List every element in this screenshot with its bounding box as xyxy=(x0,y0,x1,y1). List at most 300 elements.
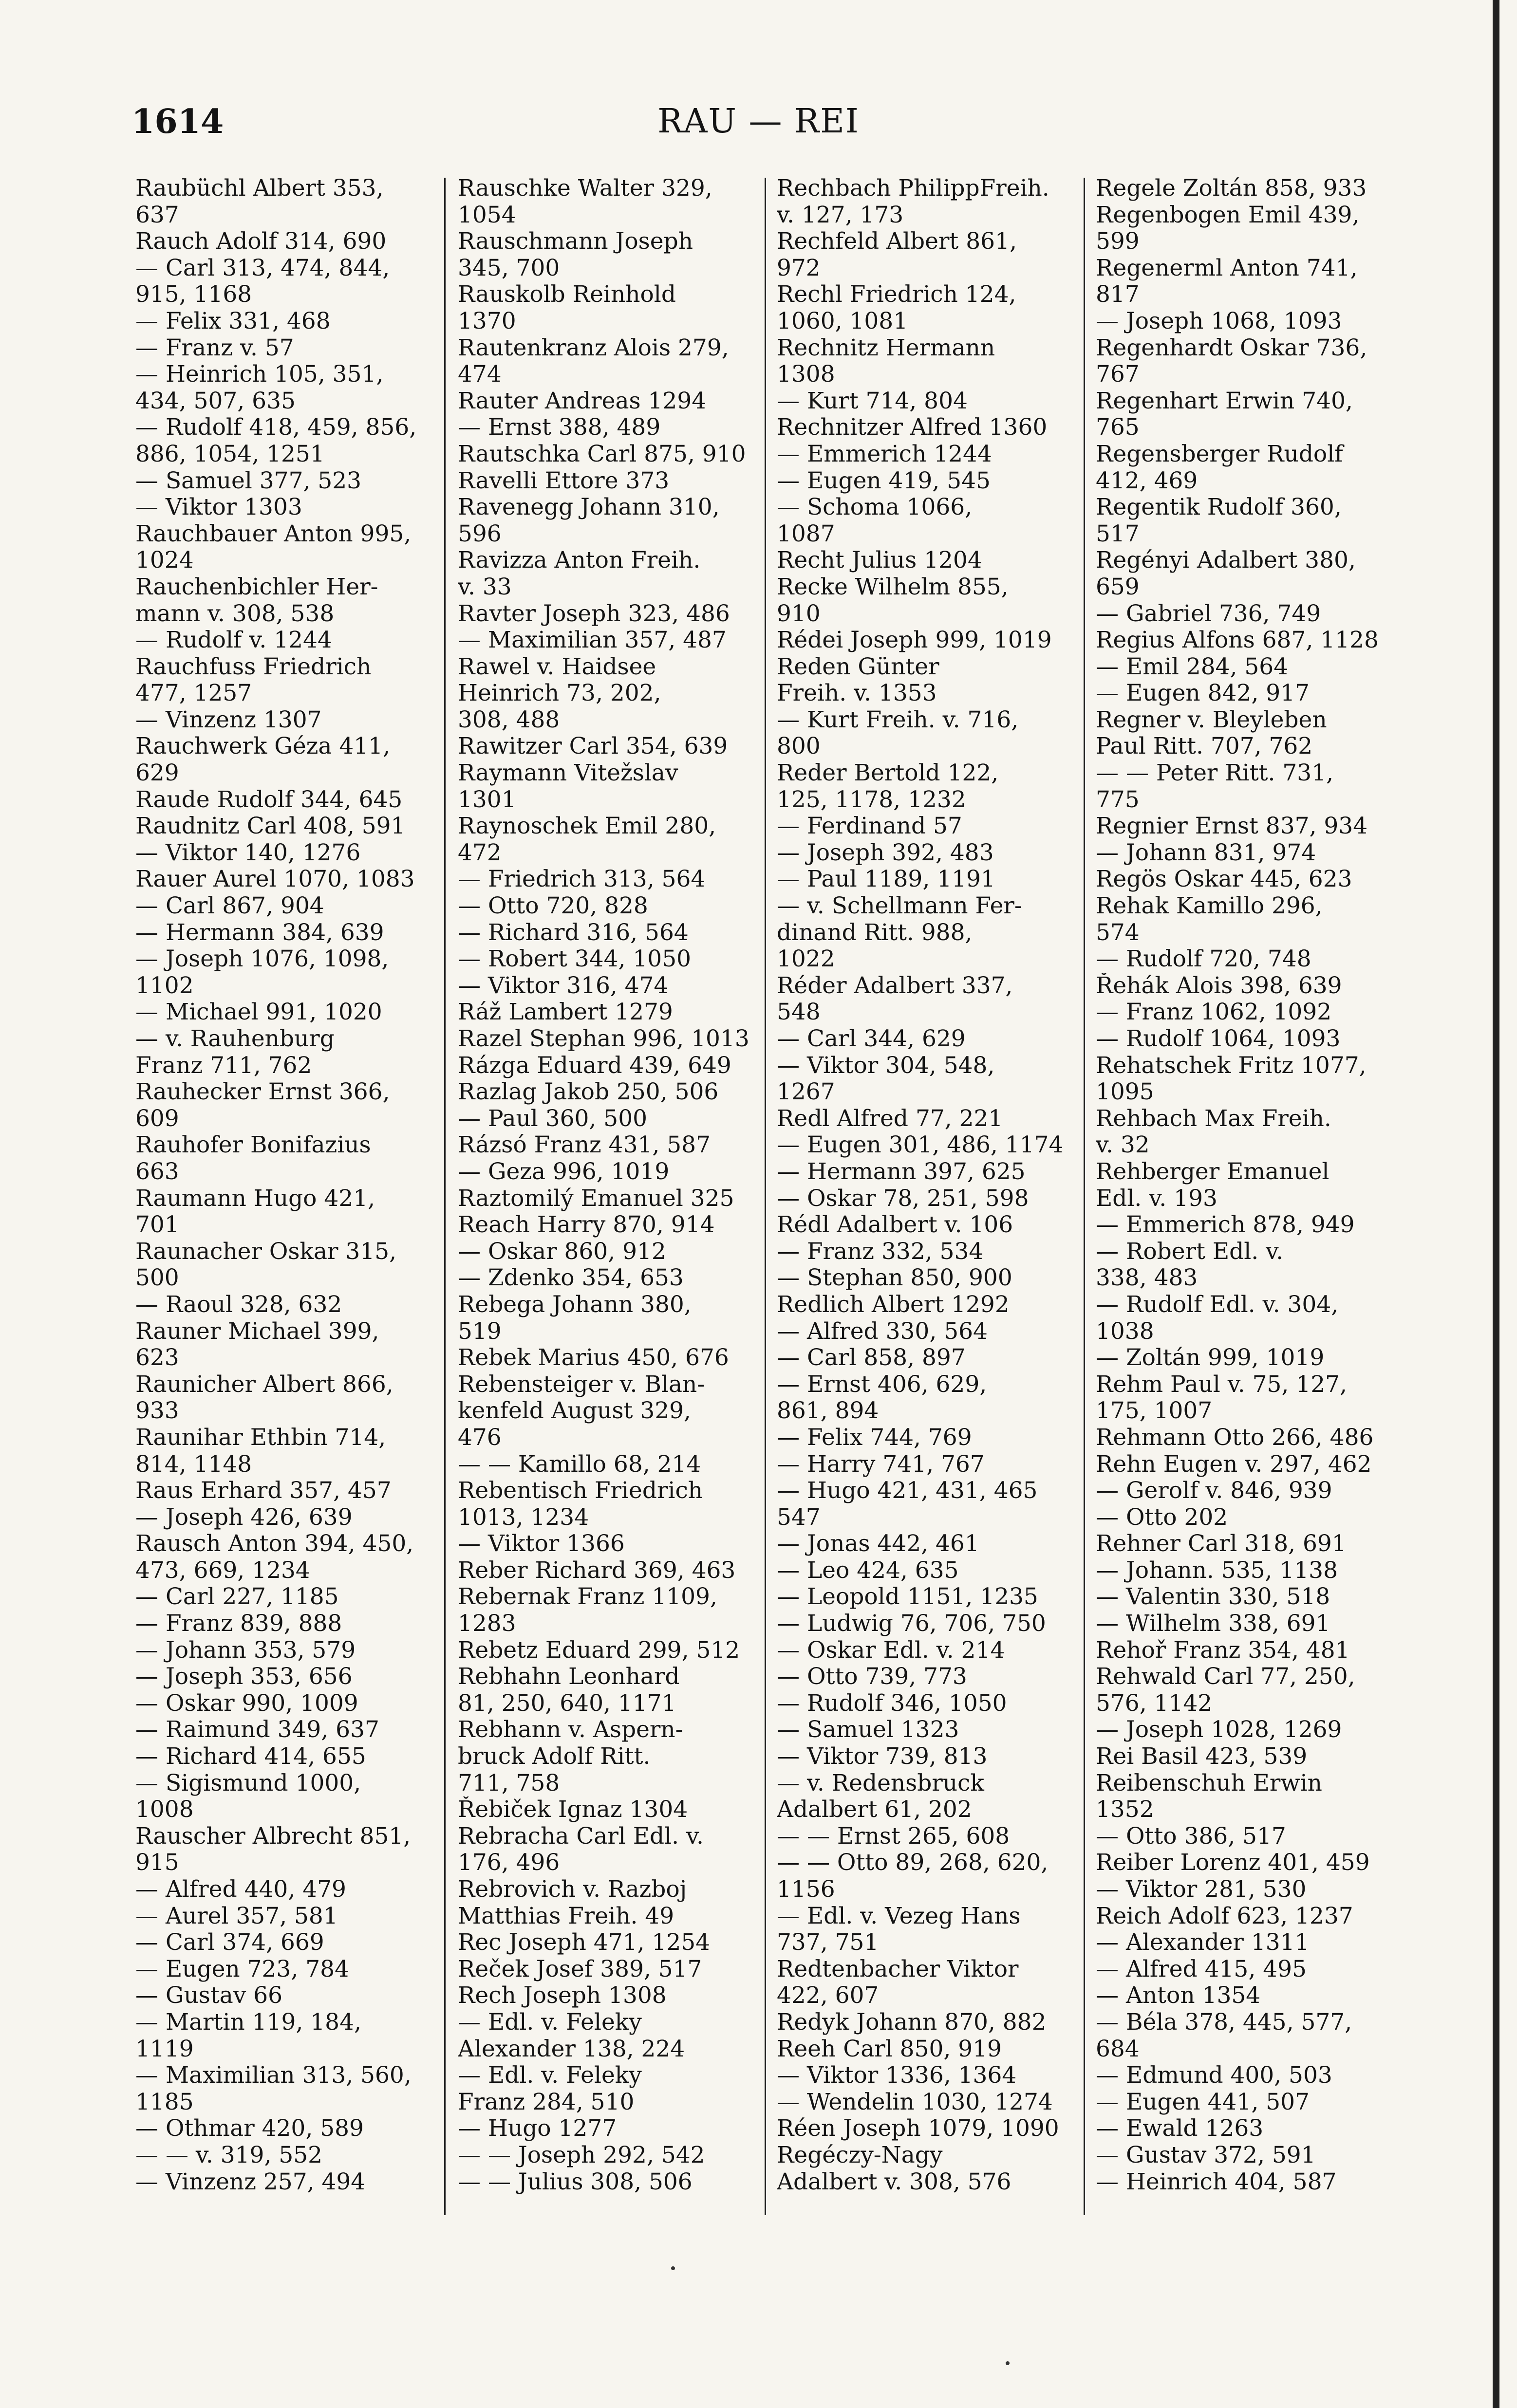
entry-line: — Kurt 714, 804 xyxy=(777,388,968,414)
entry-line: 684 xyxy=(1096,2036,1140,2062)
entry-line: — Paul 360, 500 xyxy=(458,1105,648,1132)
entry-line: Regentik Rudolf 360, xyxy=(1096,494,1342,521)
entry-line: Regényi Adalbert 380, xyxy=(1096,547,1356,574)
entry-line: — Eugen 419, 545 xyxy=(777,467,991,494)
entry-line: 1352 xyxy=(1096,1797,1154,1823)
entry-line: — Edl. v. Feleky xyxy=(458,2009,642,2036)
entry-line: — Hermann 384, 639 xyxy=(135,919,384,946)
entry-line: — Carl 867, 904 xyxy=(135,893,324,920)
entry-line: 547 xyxy=(777,1504,821,1531)
entry-line: — Schoma 1066, xyxy=(777,494,973,521)
entry-line: — Joseph 426, 639 xyxy=(135,1504,353,1531)
entry-line: Rech Joseph 1308 xyxy=(458,1982,667,2009)
entry-line: Reder Bertold 122, xyxy=(777,760,999,787)
entry-line: — Emmerich 878, 949 xyxy=(1096,1212,1355,1239)
entry-line: Rehner Carl 318, 691 xyxy=(1096,1531,1347,1557)
entry-line: 1087 xyxy=(777,520,835,547)
entry-line: Adalbert 61, 202 xyxy=(777,1797,972,1823)
entry-line: 125, 1178, 1232 xyxy=(777,786,966,813)
entry-line: 765 xyxy=(1096,414,1140,441)
entry-line: Rechfeld Albert 861, xyxy=(777,228,1017,255)
entry-line: — Joseph 1068, 1093 xyxy=(1096,308,1342,334)
entry-line: Regius Alfons 687, 1128 xyxy=(1096,627,1379,654)
entry-line: — Edl. v. Vezeg Hans xyxy=(777,1903,1021,1929)
entry-line: 910 xyxy=(777,600,821,627)
entry-line: Rebhahn Leonhard xyxy=(458,1664,680,1690)
entry-line: 814, 1148 xyxy=(135,1451,252,1478)
entry-line: — Viktor 1303 xyxy=(135,494,302,521)
entry-line: Rehatschek Fritz 1077, xyxy=(1096,1052,1367,1079)
entry-line: Rei Basil 423, 539 xyxy=(1096,1743,1308,1770)
entry-line: — Valentin 330, 518 xyxy=(1096,1584,1330,1611)
entry-line: — Franz 1062, 1092 xyxy=(1096,999,1332,1026)
entry-line: — Jonas 442, 461 xyxy=(777,1531,979,1557)
entry-line: — Joseph 1028, 1269 xyxy=(1096,1717,1342,1743)
print-speck xyxy=(1006,2361,1010,2365)
entry-line: 599 xyxy=(1096,228,1140,255)
page-edge-shadow xyxy=(1493,0,1499,2408)
entry-line: — Otto 386, 517 xyxy=(1096,1823,1286,1850)
entry-line: Reach Harry 870, 914 xyxy=(458,1212,715,1239)
entry-line: Ravizza Anton Freih. xyxy=(458,547,701,574)
entry-line: — Raoul 328, 632 xyxy=(135,1291,342,1318)
entry-line: 886, 1054, 1251 xyxy=(135,441,325,467)
entry-line: 1283 xyxy=(458,1611,516,1637)
entry-line: 412, 469 xyxy=(1096,467,1198,494)
entry-line: 1060, 1081 xyxy=(777,308,908,334)
entry-line: — v. Rauhenburg xyxy=(135,1026,335,1052)
entry-line: — Wilhelm 338, 691 xyxy=(1096,1611,1330,1637)
entry-line: Rehbach Max Freih. xyxy=(1096,1105,1331,1132)
entry-line: — Ewald 1263 xyxy=(1096,2115,1264,2142)
entry-line: — Carl 858, 897 xyxy=(777,1345,966,1371)
entry-line: 775 xyxy=(1096,786,1140,813)
entry-line: 422, 607 xyxy=(777,1982,879,2009)
entry-line: — Otto 720, 828 xyxy=(458,893,648,920)
entry-line: Edl. v. 193 xyxy=(1096,1185,1217,1212)
entry-line: — Zoltán 999, 1019 xyxy=(1096,1345,1325,1371)
entry-line: v. 32 xyxy=(1096,1132,1150,1159)
entry-line: — Samuel 1323 xyxy=(777,1717,959,1743)
entry-line: Rebetz Eduard 299, 512 xyxy=(458,1637,740,1664)
entry-line: — Martin 119, 184, xyxy=(135,2009,361,2036)
entry-line: — Felix 331, 468 xyxy=(135,308,331,334)
entry-line: — Edl. v. Feleky xyxy=(458,2062,642,2089)
entry-line: 176, 496 xyxy=(458,1850,560,1876)
entry-line: 338, 483 xyxy=(1096,1265,1198,1292)
entry-line: 659 xyxy=(1096,574,1140,600)
entry-line: 500 xyxy=(135,1265,179,1292)
entry-line: Raus Erhard 357, 457 xyxy=(135,1478,392,1504)
entry-line: 81, 250, 640, 1171 xyxy=(458,1690,676,1717)
entry-line: Rec Joseph 471, 1254 xyxy=(458,1929,711,1956)
entry-line: Rauschke Walter 329, xyxy=(458,175,712,202)
entry-line: Rehm Paul v. 75, 127, xyxy=(1096,1371,1347,1398)
entry-line: Rebrovich v. Razboj xyxy=(458,1876,687,1903)
entry-line: — Emmerich 1244 xyxy=(777,441,992,467)
entry-line: — Joseph 353, 656 xyxy=(135,1664,353,1690)
print-speck xyxy=(671,2266,675,2270)
entry-line: Rehak Kamillo 296, xyxy=(1096,893,1323,920)
entry-line: — Friedrich 313, 564 xyxy=(458,866,706,893)
entry-line: — Leopold 1151, 1235 xyxy=(777,1584,1038,1611)
entry-line: — Alfred 415, 495 xyxy=(1096,1956,1307,1982)
entry-line: Razel Stephan 996, 1013 xyxy=(458,1026,749,1052)
entry-line: Reiber Lorenz 401, 459 xyxy=(1096,1850,1370,1876)
entry-line: — Gerolf v. 846, 939 xyxy=(1096,1478,1332,1504)
entry-line: — Eugen 723, 784 xyxy=(135,1956,349,1982)
entry-line: — Robert Edl. v. xyxy=(1096,1238,1284,1265)
entry-line: Rauhofer Bonifazius xyxy=(135,1132,371,1159)
entry-line: — — Joseph 292, 542 xyxy=(458,2142,705,2168)
entry-line: — Ludwig 76, 706, 750 xyxy=(777,1611,1046,1637)
entry-line: Freih. v. 1353 xyxy=(777,680,937,707)
entry-line: 637 xyxy=(135,202,179,228)
entry-line: Raztomilý Emanuel 325 xyxy=(458,1185,734,1212)
entry-line: Rauchbauer Anton 995, xyxy=(135,520,412,547)
entry-line: — Rudolf Edl. v. 304, xyxy=(1096,1291,1339,1318)
entry-line: — Kurt Freih. v. 716, xyxy=(777,706,1019,733)
column-1 xyxy=(135,175,447,2195)
entry-line: — — Kamillo 68, 214 xyxy=(458,1451,701,1478)
entry-line: Rautschka Carl 875, 910 xyxy=(458,441,746,467)
entry-line: 1301 xyxy=(458,786,516,813)
entry-line: — Carl 227, 1185 xyxy=(135,1584,339,1611)
entry-line: — Viktor 1336, 1364 xyxy=(777,2062,1017,2089)
entry-line: Rebek Marius 450, 676 xyxy=(458,1345,729,1371)
entry-line: Réder Adalbert 337, xyxy=(777,972,1013,999)
entry-line: — Viktor 140, 1276 xyxy=(135,839,361,866)
entry-line: Redl Alfred 77, 221 xyxy=(777,1105,1003,1132)
entry-line: — Zdenko 354, 653 xyxy=(458,1265,684,1292)
entry-line: Raumann Hugo 421, xyxy=(135,1185,375,1212)
entry-line: 767 xyxy=(1096,361,1140,388)
entry-line: 1022 xyxy=(777,946,835,973)
entry-line: Regös Oskar 445, 623 xyxy=(1096,866,1352,893)
entry-line: — Johann 353, 579 xyxy=(135,1637,356,1664)
entry-line: Regnier Ernst 837, 934 xyxy=(1096,813,1368,840)
entry-line: 1308 xyxy=(777,361,835,388)
entry-line: — Edmund 400, 503 xyxy=(1096,2062,1332,2089)
entry-line: — Oskar 78, 251, 598 xyxy=(777,1185,1029,1212)
entry-line: — Rudolf 720, 748 xyxy=(1096,946,1311,973)
entry-line: 1013, 1234 xyxy=(458,1504,589,1531)
entry-line: Regele Zoltán 858, 933 xyxy=(1096,175,1367,202)
entry-line: 663 xyxy=(135,1158,179,1185)
entry-line: 175, 1007 xyxy=(1096,1398,1213,1425)
entry-line: Redlich Albert 1292 xyxy=(777,1291,1010,1318)
entry-line: — Geza 996, 1019 xyxy=(458,1158,670,1185)
page-number: 1614 xyxy=(131,102,224,141)
entry-line: Rédei Joseph 999, 1019 xyxy=(777,627,1052,654)
entry-line: 711, 758 xyxy=(458,1770,560,1797)
entry-line: — Gustav 66 xyxy=(135,1982,283,2009)
entry-line: — Maximilian 313, 560, xyxy=(135,2062,412,2089)
entry-line: — Heinrich 404, 587 xyxy=(1096,2168,1337,2195)
entry-line: 915, 1168 xyxy=(135,281,252,308)
entry-line: kenfeld August 329, xyxy=(458,1398,691,1425)
entry-line: Řebiček Ignaz 1304 xyxy=(458,1797,688,1823)
entry-line: — Carl 313, 474, 844, xyxy=(135,255,390,281)
entry-line: v. 127, 173 xyxy=(777,202,904,228)
entry-line: — Wendelin 1030, 1274 xyxy=(777,2089,1053,2115)
entry-line: Raymann Vitežslav xyxy=(458,760,678,787)
entry-line: — Ferdinand 57 xyxy=(777,813,962,840)
entry-line: Ravelli Ettore 373 xyxy=(458,467,670,494)
entry-line: — Harry 741, 767 xyxy=(777,1451,985,1478)
entry-line: 472 xyxy=(458,839,502,866)
entry-line: Alexander 138, 224 xyxy=(458,2036,685,2062)
entry-line: Rebhann v. Aspern- xyxy=(458,1717,683,1743)
entry-line: Rauer Aurel 1070, 1083 xyxy=(135,866,415,893)
entry-line: 345, 700 xyxy=(458,255,560,281)
entry-line: — Hermann 397, 625 xyxy=(777,1158,1026,1185)
entry-line: Rázga Eduard 439, 649 xyxy=(458,1052,731,1079)
entry-line: — Carl 374, 669 xyxy=(135,1929,324,1956)
entry-line: Rawitzer Carl 354, 639 xyxy=(458,733,728,760)
entry-line: — Joseph 1076, 1098, xyxy=(135,946,389,973)
entry-line: Redyk Johann 870, 882 xyxy=(777,2009,1047,2036)
entry-line: — Rudolf 1064, 1093 xyxy=(1096,1026,1341,1052)
entry-line: Rauscher Albrecht 851, xyxy=(135,1823,411,1850)
entry-line: — Raimund 349, 637 xyxy=(135,1717,379,1743)
entry-line: Rehn Eugen v. 297, 462 xyxy=(1096,1451,1372,1478)
entry-line: Recht Julius 1204 xyxy=(777,547,982,574)
entry-line: 476 xyxy=(458,1424,502,1451)
entry-line: Regensberger Rudolf xyxy=(1096,441,1343,467)
entry-line: 1008 xyxy=(135,1797,194,1823)
entry-line: Paul Ritt. 707, 762 xyxy=(1096,733,1313,760)
entry-line: bruck Adolf Ritt. xyxy=(458,1743,651,1770)
entry-line: — Franz 839, 888 xyxy=(135,1611,342,1637)
entry-line: Raunihar Ethbin 714, xyxy=(135,1424,386,1451)
entry-line: — Joseph 392, 483 xyxy=(777,839,994,866)
entry-line: Rauter Andreas 1294 xyxy=(458,388,707,414)
entry-line: 519 xyxy=(458,1318,502,1345)
entry-line: 623 xyxy=(135,1345,179,1371)
entry-line: — Viktor 304, 548, xyxy=(777,1052,995,1079)
entry-line: Rawel v. Haidsee xyxy=(458,653,656,680)
entry-line: 1119 xyxy=(135,2036,194,2062)
entry-line: Rechl Friedrich 124, xyxy=(777,281,1016,308)
entry-line: — Leo 424, 635 xyxy=(777,1557,959,1584)
entry-line: — Alexander 1311 xyxy=(1096,1929,1310,1956)
entry-line: 474 xyxy=(458,361,502,388)
entry-line: 477, 1257 xyxy=(135,680,252,707)
entry-line: Rauner Michael 399, xyxy=(135,1318,379,1345)
entry-line: — Béla 378, 445, 577, xyxy=(1096,2009,1352,2036)
entry-line: 701 xyxy=(135,1212,179,1239)
entry-line: Raynoschek Emil 280, xyxy=(458,813,716,840)
entry-line: — Otto 202 xyxy=(1096,1504,1228,1531)
entry-line: — Eugen 301, 486, 1174 xyxy=(777,1132,1064,1159)
column-2 xyxy=(458,175,769,2195)
entry-line: 1054 xyxy=(458,202,516,228)
entry-line: Rebracha Carl Edl. v. xyxy=(458,1823,704,1850)
entry-line: Regenhardt Oskar 736, xyxy=(1096,334,1367,361)
entry-line: Reden Günter xyxy=(777,653,939,680)
entry-line: Regenhart Erwin 740, xyxy=(1096,388,1353,414)
entry-line: dinand Ritt. 988, xyxy=(777,919,973,946)
entry-line: — Felix 744, 769 xyxy=(777,1424,972,1451)
column-3 xyxy=(777,175,1088,2195)
entry-line: 915 xyxy=(135,1850,179,1876)
entry-line: — Michael 991, 1020 xyxy=(135,999,382,1026)
entry-line: — Vinzenz 257, 494 xyxy=(135,2168,366,2195)
entry-line: 1102 xyxy=(135,972,194,999)
entry-line: 1156 xyxy=(777,1876,835,1903)
entry-line: — Heinrich 105, 351, xyxy=(135,361,384,388)
entry-line: Razlag Jakob 250, 506 xyxy=(458,1079,719,1106)
entry-line: Rechnitzer Alfred 1360 xyxy=(777,414,1048,441)
entry-line: 737, 751 xyxy=(777,1929,879,1956)
entry-line: — Johann. 535, 1138 xyxy=(1096,1557,1338,1584)
entry-line: — Richard 414, 655 xyxy=(135,1743,366,1770)
entry-line: — v. Redensbruck xyxy=(777,1770,984,1797)
entry-line: Rauchwerk Géza 411, xyxy=(135,733,391,760)
entry-line: — Carl 344, 629 xyxy=(777,1026,966,1052)
entry-line: — Alfred 330, 564 xyxy=(777,1318,988,1345)
entry-line: — Rudolf v. 1244 xyxy=(135,627,332,654)
entry-line: — — Peter Ritt. 731, xyxy=(1096,760,1334,787)
entry-line: Reber Richard 369, 463 xyxy=(458,1557,736,1584)
entry-line: — Emil 284, 564 xyxy=(1096,653,1289,680)
entry-line: Ravter Joseph 323, 486 xyxy=(458,600,730,627)
entry-line: — Franz 332, 534 xyxy=(777,1238,984,1265)
entry-line: Rauskolb Reinhold xyxy=(458,281,676,308)
entry-line: Rebentisch Friedrich xyxy=(458,1478,703,1504)
entry-line: Řehák Alois 398, 639 xyxy=(1096,972,1342,999)
entry-line: — Johann 831, 974 xyxy=(1096,839,1316,866)
entry-line: — Maximilian 357, 487 xyxy=(458,627,727,654)
entry-line: Reeh Carl 850, 919 xyxy=(777,2036,1002,2062)
entry-line: Réen Joseph 1079, 1090 xyxy=(777,2115,1059,2142)
entry-line: Rausch Anton 394, 450, xyxy=(135,1531,414,1557)
entry-line: — Eugen 441, 507 xyxy=(1096,2089,1310,2115)
entry-line: — Franz v. 57 xyxy=(135,334,294,361)
entry-line: 1370 xyxy=(458,308,516,334)
entry-line: Rautenkranz Alois 279, xyxy=(458,334,729,361)
entry-line: Franz 284, 510 xyxy=(458,2089,635,2115)
entry-line: — Samuel 377, 523 xyxy=(135,467,362,494)
entry-line: mann v. 308, 538 xyxy=(135,600,335,627)
entry-line: 434, 507, 635 xyxy=(135,388,296,414)
entry-line: — Oskar Edl. v. 214 xyxy=(777,1637,1005,1664)
entry-line: Franz 711, 762 xyxy=(135,1052,312,1079)
entry-line: Adalbert v. 308, 576 xyxy=(777,2168,1011,2195)
entry-line: Rauhecker Ernst 366, xyxy=(135,1079,390,1106)
entry-line: v. 33 xyxy=(458,574,512,600)
entry-line: — Oskar 860, 912 xyxy=(458,1238,666,1265)
entry-line: 1267 xyxy=(777,1079,835,1106)
entry-line: — Alfred 440, 479 xyxy=(135,1876,346,1903)
entry-line: — Ernst 388, 489 xyxy=(458,414,661,441)
entry-line: Rehoř Franz 354, 481 xyxy=(1096,1637,1350,1664)
entry-line: Rechnitz Hermann xyxy=(777,334,995,361)
entry-line: 1038 xyxy=(1096,1318,1154,1345)
entry-line: — Othmar 420, 589 xyxy=(135,2115,364,2142)
entry-line: 473, 669, 1234 xyxy=(135,1557,310,1584)
entry-line: 609 xyxy=(135,1105,179,1132)
entry-line: — Rudolf 418, 459, 856, xyxy=(135,414,417,441)
entry-line: 817 xyxy=(1096,281,1140,308)
entry-line: Rauchfuss Friedrich xyxy=(135,653,372,680)
entry-line: 933 xyxy=(135,1398,179,1425)
entry-line: Regéczy-Nagy xyxy=(777,2142,943,2168)
entry-line: Rauschmann Joseph xyxy=(458,228,693,255)
entry-line: — Viktor 1366 xyxy=(458,1531,625,1557)
entry-line: Ravenegg Johann 310, xyxy=(458,494,720,521)
entry-line: — — Otto 89, 268, 620, xyxy=(777,1850,1049,1876)
entry-line: 596 xyxy=(458,520,502,547)
entry-line: 548 xyxy=(777,999,821,1026)
entry-line: — Gabriel 736, 749 xyxy=(1096,600,1321,627)
entry-line: — Eugen 842, 917 xyxy=(1096,680,1310,707)
entry-line: 972 xyxy=(777,255,821,281)
entry-line: — — Julius 308, 506 xyxy=(458,2168,693,2195)
entry-line: Matthias Freih. 49 xyxy=(458,1903,674,1929)
entry-line: Redtenbacher Viktor xyxy=(777,1956,1019,1982)
entry-line: Raunicher Albert 866, xyxy=(135,1371,393,1398)
entry-line: — Vinzenz 1307 xyxy=(135,706,322,733)
entry-line: Ráž Lambert 1279 xyxy=(458,999,673,1026)
entry-line: Rédl Adalbert v. 106 xyxy=(777,1212,1013,1239)
entry-line: Rauchenbichler Her- xyxy=(135,574,378,600)
entry-line: Rebernak Franz 1109, xyxy=(458,1584,717,1611)
entry-line: — Paul 1189, 1191 xyxy=(777,866,995,893)
entry-line: — Rudolf 346, 1050 xyxy=(777,1690,1007,1717)
entry-line: Rehwald Carl 77, 250, xyxy=(1096,1664,1355,1690)
entry-line: — Anton 1354 xyxy=(1096,1982,1261,2009)
entry-line: Regenbogen Emil 439, xyxy=(1096,202,1360,228)
entry-line: — Oskar 990, 1009 xyxy=(135,1690,358,1717)
entry-line: — Viktor 739, 813 xyxy=(777,1743,988,1770)
entry-line: 308, 488 xyxy=(458,706,560,733)
entry-line: — Viktor 281, 530 xyxy=(1096,1876,1307,1903)
entry-line: Reibenschuh Erwin xyxy=(1096,1770,1322,1797)
entry-line: Raubüchl Albert 353, xyxy=(135,175,384,202)
entry-line: Reček Josef 389, 517 xyxy=(458,1956,702,1982)
entry-line: — Ernst 406, 629, xyxy=(777,1371,987,1398)
entry-line: Heinrich 73, 202, xyxy=(458,680,661,707)
entry-line: — Hugo 1277 xyxy=(458,2115,617,2142)
entry-line: 517 xyxy=(1096,520,1140,547)
entry-line: — Viktor 316, 474 xyxy=(458,972,669,999)
column-4 xyxy=(1096,175,1407,2195)
entry-line: — — v. 319, 552 xyxy=(135,2142,323,2168)
entry-line: 574 xyxy=(1096,919,1140,946)
entry-line: Rebensteiger v. Blan- xyxy=(458,1371,705,1398)
entry-line: Raude Rudolf 344, 645 xyxy=(135,786,403,813)
entry-line: Reich Adolf 623, 1237 xyxy=(1096,1903,1353,1929)
entry-line: 1024 xyxy=(135,547,194,574)
entry-line: Rehberger Emanuel xyxy=(1096,1158,1330,1185)
entry-line: Regenerml Anton 741, xyxy=(1096,255,1358,281)
entry-line: Raunacher Oskar 315, xyxy=(135,1238,397,1265)
entry-line: Recke Wilhelm 855, xyxy=(777,574,1009,600)
entry-line: 1095 xyxy=(1096,1079,1154,1106)
entry-line: — Otto 739, 773 xyxy=(777,1664,967,1690)
entry-line: Raudnitz Carl 408, 591 xyxy=(135,813,406,840)
entry-line: Rebega Johann 380, xyxy=(458,1291,692,1318)
entry-line: — Sigismund 1000, xyxy=(135,1770,361,1797)
entry-line: — Gustav 372, 591 xyxy=(1096,2142,1316,2168)
entry-line: 861, 894 xyxy=(777,1398,879,1425)
entry-line: — v. Schellmann Fer- xyxy=(777,893,1022,920)
entry-line: 1185 xyxy=(135,2089,194,2115)
entry-line: — Robert 344, 1050 xyxy=(458,946,692,973)
entry-line: Rauch Adolf 314, 690 xyxy=(135,228,387,255)
